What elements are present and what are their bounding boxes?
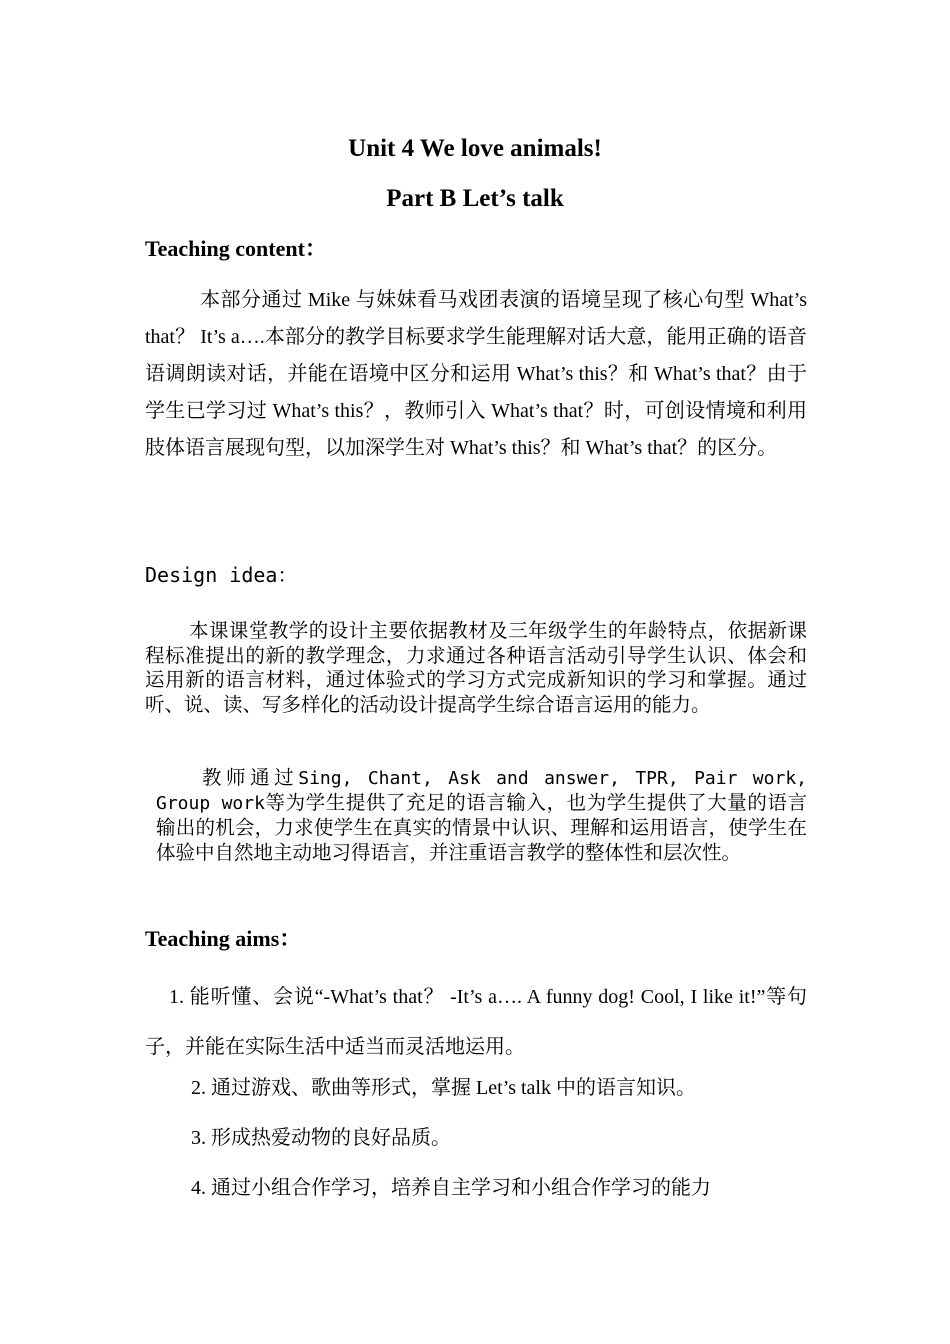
teaching-aim-3: 3. 形成热爱动物的良好品质。 [191,1127,451,1149]
design-idea-lead: 教师通过 [202,768,299,789]
document-title: Unit 4 We love animals! [348,135,602,162]
design-idea-rest: 等为学生提供了充足的语言输入，也为学生提供了大量的语言输出的机会，力求使学生在真实的情景中认识、理解和运用语言，使学生在体验中自然地主动地习得语言，并注重语言教学的整体性和层次性。 [156,793,807,864]
design-idea-paragraph-2 [156,766,807,866]
design-idea-heading: Design idea： [145,563,298,587]
document-subtitle: Part B Let’s talk [386,185,564,212]
teaching-aim-2: 2. 通过游戏、歌曲等形式，掌握 Let’s talk 中的语言知识。 [191,1077,696,1099]
teaching-content-paragraph: 本部分通过 Mike 与妹妹看马戏团表演的语境呈现了核心句型 What’s that？ It’s a….本部分的教学目标要求学生能理解对话大意，能用正确的语音语调朗读对话，并能在语境中区分和运用 What’s this？和 What’s that？由于学生已学习过 What’s this？，教师引入 What’s that？时，可创设情境和利用肢体语言展现句型，以加深学生对 What’s this？和 What’s that？的区分。 [145,289,807,459]
teaching-aim-4: 4. 通过小组合作学习，培养自主学习和小组合作学习的能力 [191,1177,711,1199]
teaching-aims-heading: Teaching aims： [145,926,302,951]
design-idea-paragraph-1: 本课课堂教学的设计主要依据教材及三年级学生的年龄特点，依据新课程标准提出的新的教学理念，力求通过各种语言活动引导学生认识、体会和运用新的语言材料，通过体验式的学习方式完成新知识的学习和掌握。通过听、说、读、写多样化的活动设计提高学生综合语言运用的能力。 [145,621,807,716]
design-idea-methods: Sing, Chant, Ask and answer, TPR, Pair work, Group work [156,768,807,814]
teaching-content-heading: Teaching content： [145,236,327,261]
teaching-aim-1: 1. 能听懂、会说“-What’s that？ -It’s a…. A funny dog! Cool, I like it!”等句子，并能在实际生活中适当而灵活地运用。 [145,986,807,1058]
